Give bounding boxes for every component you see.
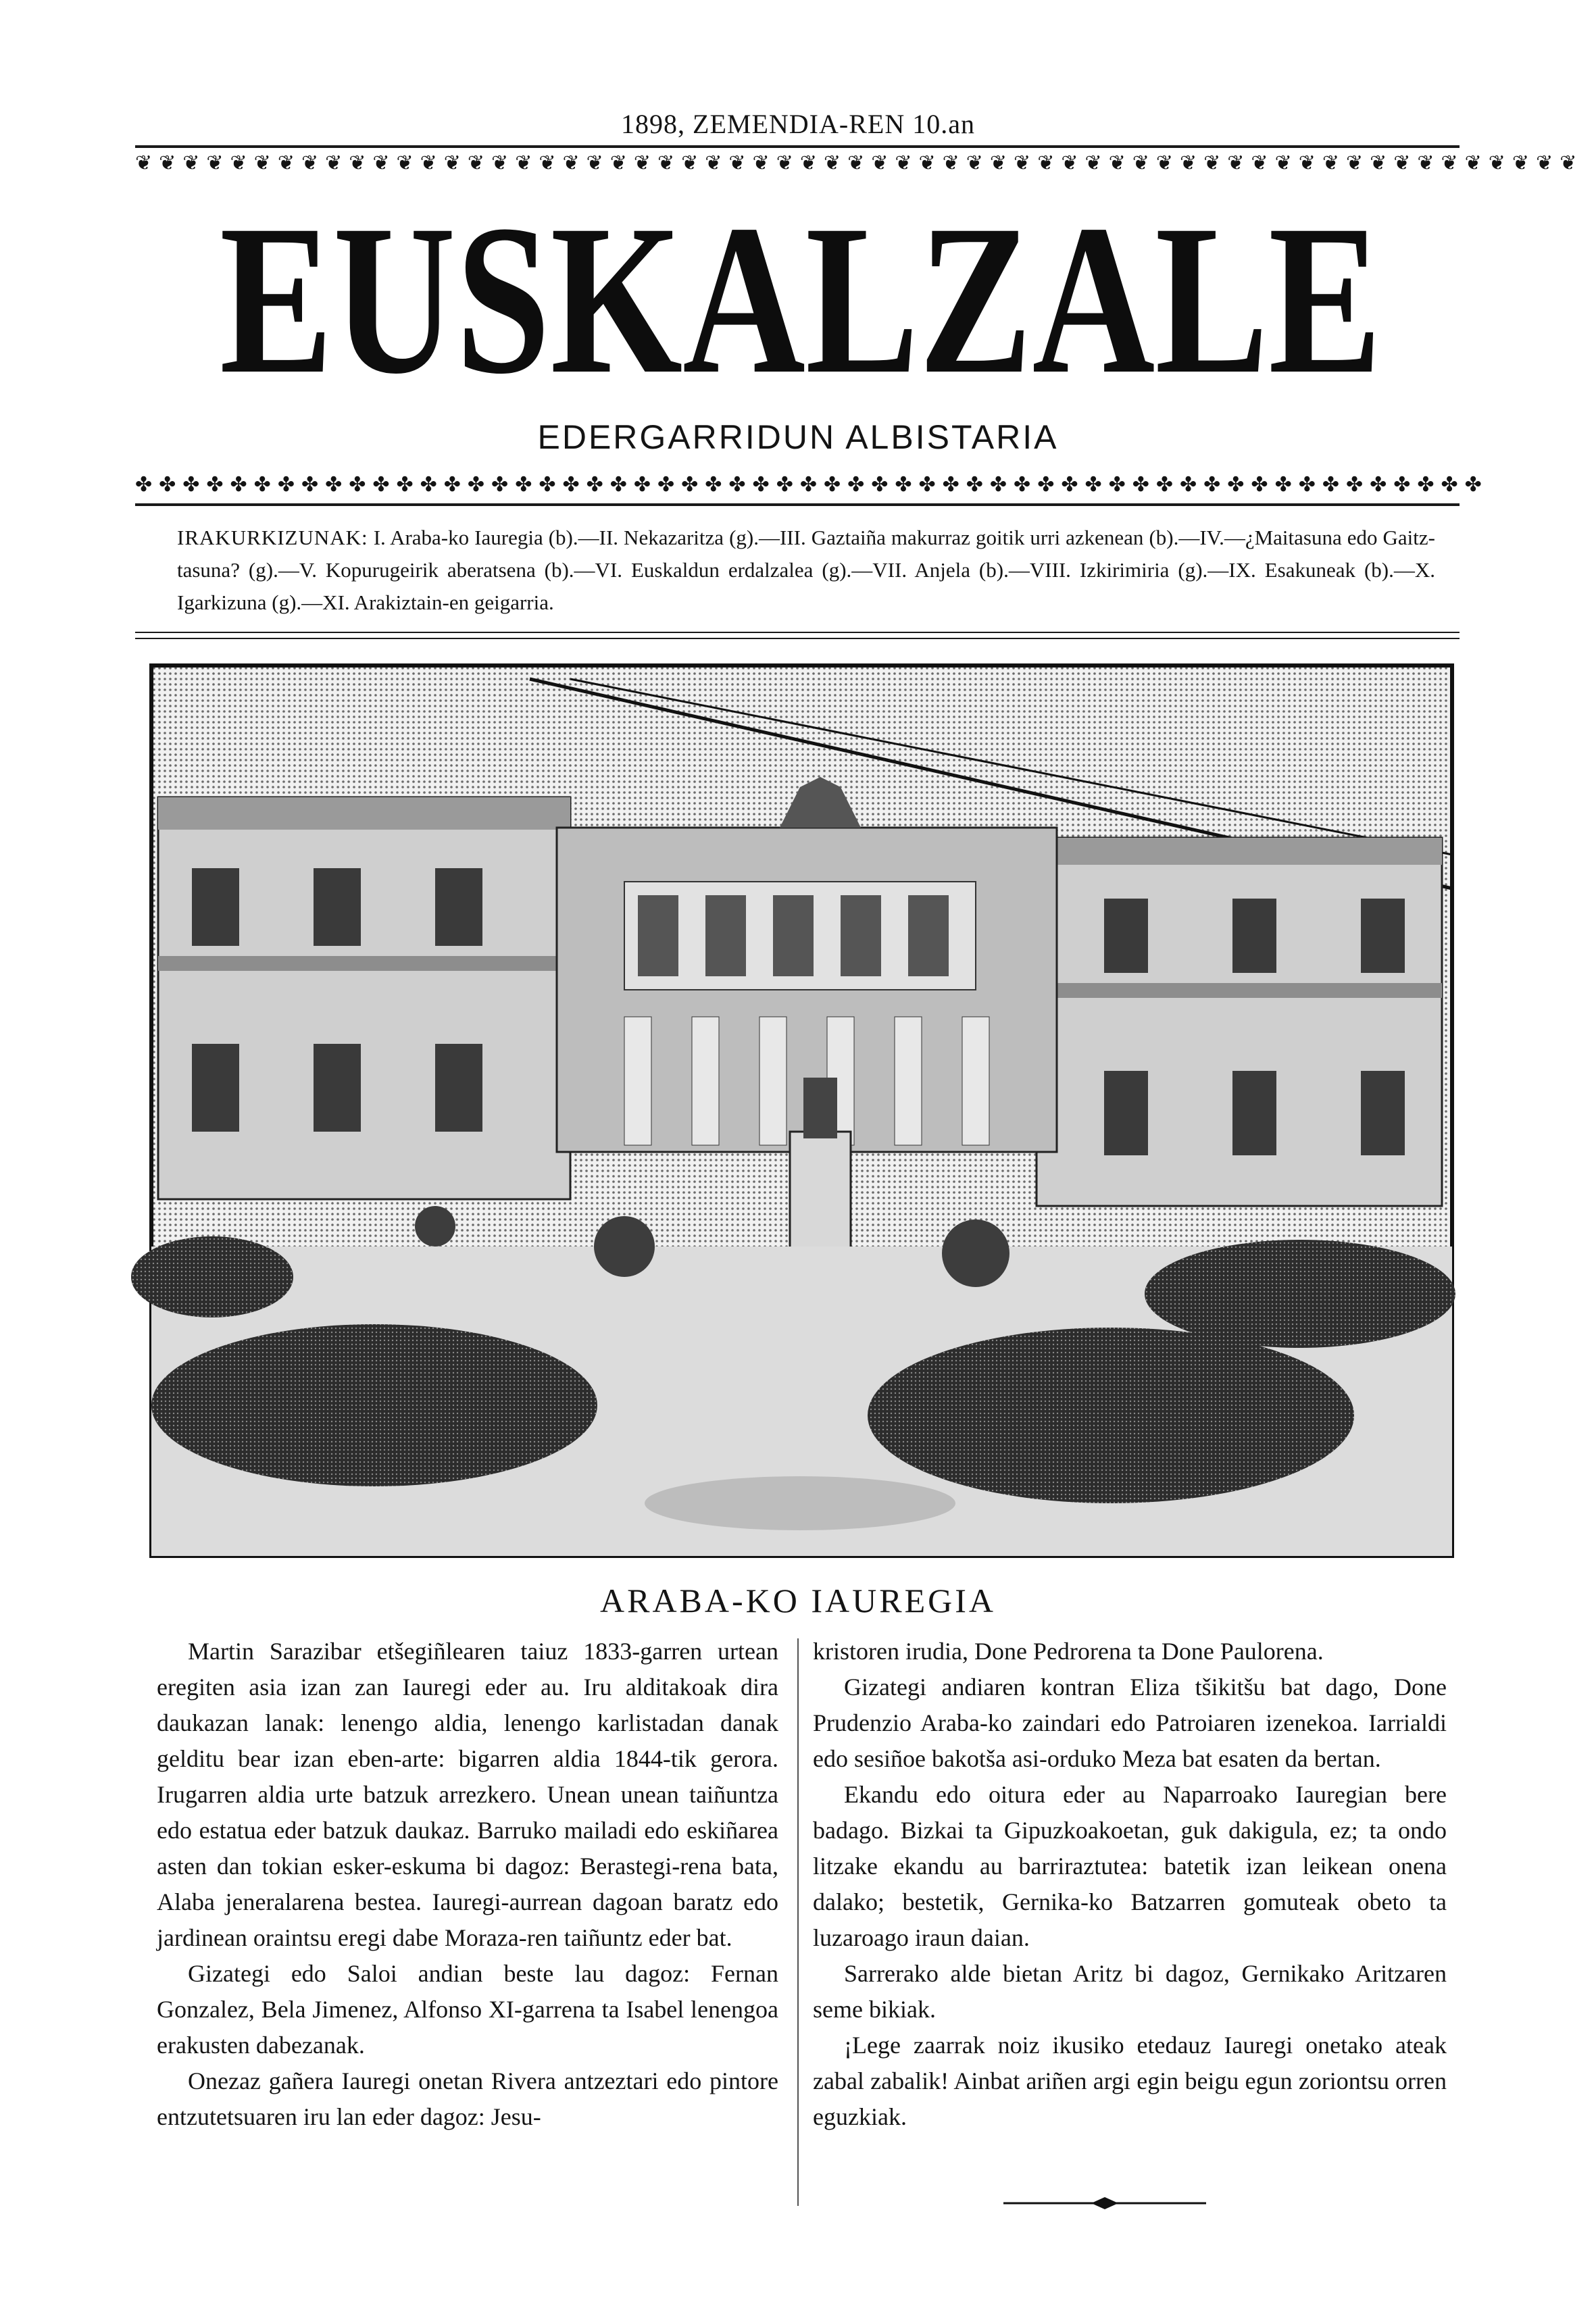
contents-rule-1 [135,632,1460,633]
article-column-left [157,1634,778,2135]
end-ornament [1003,2193,1206,2213]
article-paragraph: ¡Lege zaarrak noiz ikusiko etedauz Iauregi onetako ateak zabal zabalik! Ainbat ariñen argi egin beigu egun zoriontsu orren eguzkiak. [813,2032,1447,2130]
masthead-title-text: EUSKALZALE [220,180,1382,418]
contents-label: IRAKURKIZUNAK: [177,526,368,549]
dateline: 1898, ZEMENDIA-REN 10.an [621,109,975,139]
article-column-right [813,1634,1447,2135]
article-paragraph: Martin Sarazibar etšegiñlearen taiuz 1833-garren urtean eregiten asia izan zan Iauregi eder au. Iru alditakoak dira daukazan lanak: lenengo aldia, lenengo karlistadan danak gelditu bear izan eben-arte: bigarren aldia 1844-tik gerora. Irugarren aldia urte batzuk arrezkero. Unean unean taiñuntza edo estatua eder batzuk daukaz. Barruko mailadi edo eskiñarea asten dan tokian esker-eskuma bi dagoz: Berastegi-rena bata, Alaba jeneralarena bestea. Iauregi-aurrean dagoan baratz edo jardinean oraintsu eregi dabe Moraza-ren taiñuntz eder bat. [157,1638,778,1951]
article-paragraph: Gizategi edo Saloi andian beste lau dagoz: Fernan Gonzalez, Bela Jimenez, Alfonso XI-garrena ta Isabel lenengoa erakusten dabezanak. [157,1960,778,2059]
column-divider [797,1638,799,2206]
masthead-title [214,180,1388,418]
article-paragraph: Onezaz gañera Iauregi onetan Rivera antzeztari edo pintore entzutetsuaren iru lan eder dagoz: Jesu- [157,2067,778,2130]
mid-ornament-row: ✤✤✤✤✤✤✤✤✤✤✤✤✤✤✤✤✤✤✤✤✤✤✤✤✤✤✤✤✤✤✤✤✤✤✤✤✤✤✤✤✤✤✤✤✤✤✤✤✤✤✤✤✤✤✤✤✤ [135,474,1489,496]
article-paragraph: kristoren irudia, Done Pedrorena ta Done Paulorena. [813,1638,1324,1665]
article-paragraph: Ekandu edo oitura eder au Naparroako Iauregian bere badago. Bizkai ta Gipuzkoakoetan, guk dakigula, ez; ta ondo litzake ekandu au barriraztutea: batetik izan leikean onena dalako; bestetik, Gernika-ko Batzarren gomuteak obeto ta luzaroago iraun daian. [813,1781,1447,1951]
contents-rule-2 [135,638,1460,639]
contents-text: I. Araba-ko Iauregia (b).—II. Nekazaritza (g).—III. Gaztaiña makurraz goitik urri azkenean (b).—IV.—¿Maitasuna edo Gaitz-tasuna? (g).—V. Kopurugeirik aberatsena (b).—VI. Euskaldun erdalzalea (g).—VII. Anjela (b).—VIII. Izkirimiria (g).—IX. Esakuneak (b).—X. Igarkizuna (g).—XI. Arakiztain-en geigarria. [177,526,1435,614]
subtitle: EDERGARRIDUN ALBISTARIA [537,418,1059,456]
top-ornament-row: ❦❦❦❦❦❦❦❦❦❦❦❦❦❦❦❦❦❦❦❦❦❦❦❦❦❦❦❦❦❦❦❦❦❦❦❦❦❦❦❦❦❦❦❦❦❦❦❦❦❦❦❦❦❦❦❦❦❦❦❦❦ [135,152,1584,174]
photo-caption: ARABA-KO IAUREGIA [599,1582,997,1619]
mid-rule [135,503,1460,506]
contents-list [177,522,1435,619]
article-paragraph: Gizategi andiaren kontran Eliza tšikitšu bat dago, Done Prudenzio Araba-ko zaindari edo Patroiaren izenekoa. Iarrialdi edo sesiñoe bakotša asi-orduko Meza bat esaten da bertan. [813,1674,1447,1772]
article-paragraph: Sarrerako alde bietan Aritz bi dagoz, Gernikako Aritzaren seme bikiak. [813,1960,1447,2023]
palace-photograph [151,665,1452,1556]
top-rule [135,145,1460,148]
